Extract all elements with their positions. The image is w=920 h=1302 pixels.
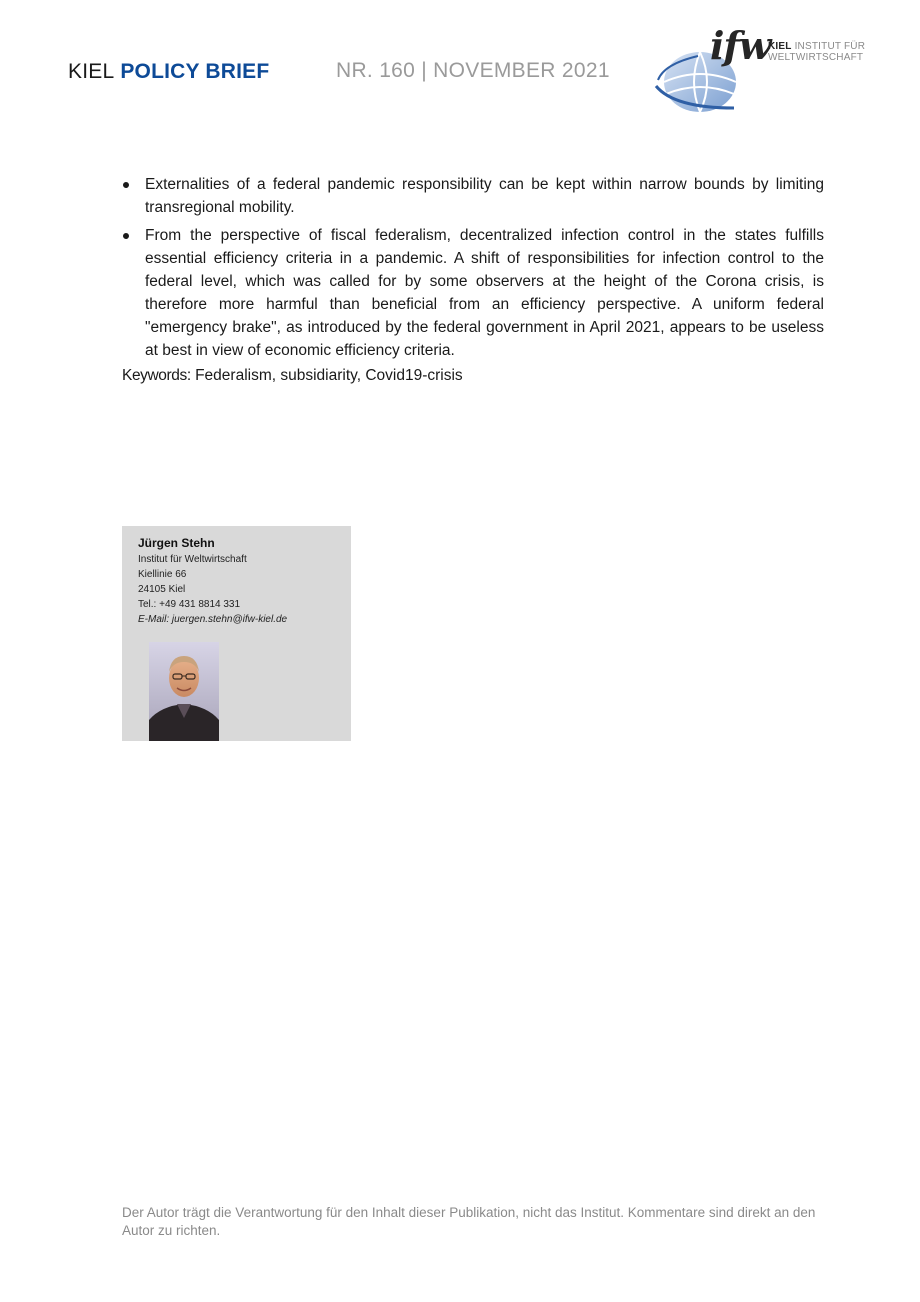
keywords-value: Federalism, subsidiarity, Covid19-crisis (195, 367, 463, 384)
series-name: POLICY BRIEF (120, 60, 270, 83)
logo-weltwirtschaft: WELTWIRTSCHAFT (768, 52, 864, 63)
author-street: Kiellinie 66 (138, 569, 187, 580)
series-prefix: KIEL (68, 60, 115, 83)
keywords (122, 364, 463, 387)
logo-mark: ifw (710, 23, 771, 68)
key-points-list (122, 173, 824, 367)
issue-label: NR. 160 | NOVEMBER 2021 (336, 59, 610, 82)
ifw-logo (654, 23, 880, 116)
author-institute: Institut für Weltwirtschaft (138, 554, 247, 565)
bullet-icon (123, 182, 129, 188)
logo-institut: INSTITUT FÜR (794, 41, 866, 52)
disclaimer: Der Autor trägt die Verantwortung für den Inhalt dieser Publikation, nicht das Institut. Kommentare sind direkt an den Autor zu richten. (122, 1205, 816, 1238)
author-box (122, 526, 351, 741)
series-title (68, 58, 269, 86)
logo-text (768, 41, 865, 63)
list-item (122, 224, 824, 362)
author-email[interactable]: E-Mail: juergen.stehn@ifw-kiel.de (138, 614, 288, 625)
keywords-label: Keywords: (122, 367, 191, 384)
list-item (122, 173, 824, 219)
author-city: 24105 Kiel (138, 584, 186, 595)
author-phone: Tel.: +49 431 8814 331 (138, 599, 241, 610)
author-name: Jürgen Stehn (138, 536, 215, 550)
bullet-icon (123, 233, 129, 239)
author-portrait (149, 642, 219, 741)
list-item-text: Externalities of a federal pandemic responsibility can be kept within narrow bounds by limiting transregional mobility. (145, 176, 824, 216)
logo-kiel: KIEL (768, 41, 792, 52)
list-item-text: From the perspective of fiscal federalism, decentralized infection control in the states fulfills essential efficiency criteria in a pandemic. A shift of responsibilities for infection control to the federal level, which was called for by some observers at the height of the Corona crisis, is therefore more harmful than beneficial from an efficiency perspective. A uniform federal "emergency brake", as introduced by the federal government in April 2021, appears to be useless at best in view of economic efficiency criteria. (145, 227, 824, 359)
